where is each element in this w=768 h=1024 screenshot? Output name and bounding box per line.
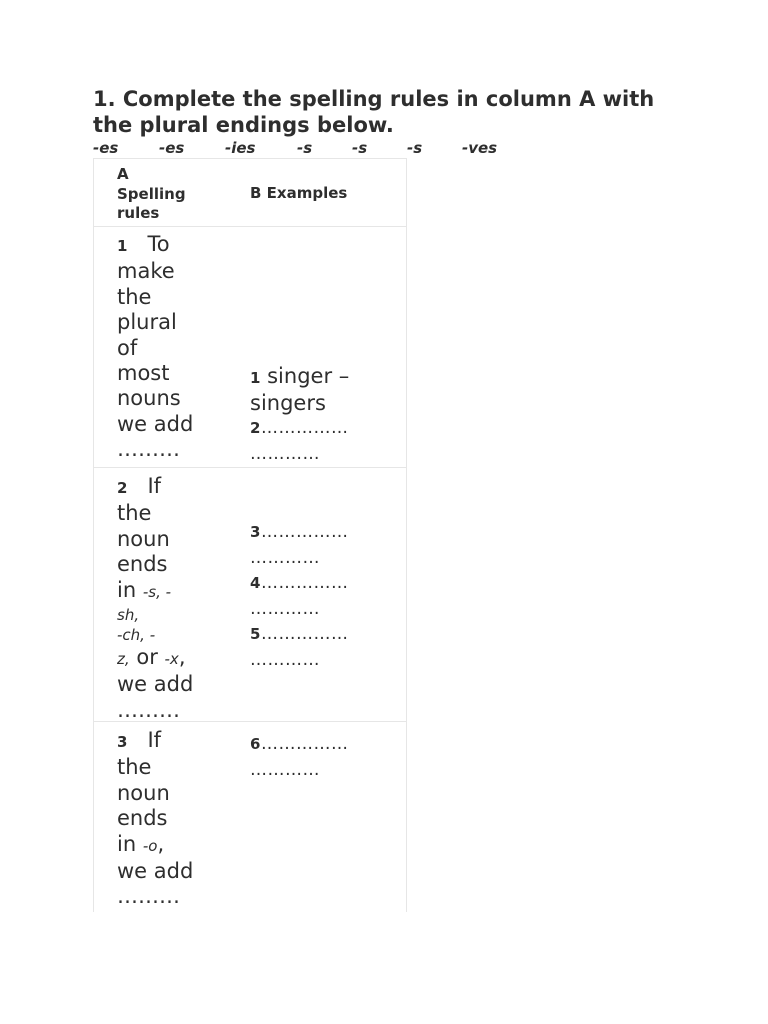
blank-dots: …………… [260,734,349,754]
rule-cell [117,232,217,463]
rule-word: of [117,335,138,360]
ending-item: -s [352,139,368,157]
rule-word: To [147,232,170,256]
ending-examples: z, [117,650,130,669]
rule-word: ends [117,552,168,577]
example-blank-continuation[interactable]: ………… [250,649,320,670]
example-number: 4 [250,574,261,592]
example-blank[interactable] [250,416,390,442]
plural-endings-list [93,139,512,157]
examples-cell [250,364,390,467]
rule-word: we add [117,672,194,697]
ending-item: -es [93,139,119,157]
answer-blank[interactable]: ……… [117,697,180,722]
rule-word: we add [117,411,194,436]
answer-blank[interactable]: ……… [117,437,180,462]
rule-number: 1 [117,237,128,255]
rule-word: noun [117,526,170,551]
rule-word: ends [117,806,168,831]
ending-item: -es [159,139,185,157]
rule-word: make [117,259,175,284]
rule-word: we add [117,859,194,884]
example-blank-continuation[interactable]: ………… [250,443,320,464]
table-header-row [94,158,407,227]
column-b-header: B Examples [250,184,348,202]
rule-word: the [117,755,152,780]
blank-dots: …………… [260,418,349,438]
example-blank-continuation[interactable]: ………… [250,759,320,780]
table-row [94,722,407,912]
rule-number: 2 [117,479,128,497]
example-line: singers [250,391,326,415]
ending-item: -ies [225,139,256,157]
rule-cell: 3 If the noun ends in -o, we add ……… [117,728,217,910]
ending-examples: sh, [117,606,140,625]
blank-dots: …………… [260,624,349,644]
answer-blank[interactable]: ……… [117,884,180,909]
example-number: 2 [250,419,261,437]
example-number: 1 [250,369,261,387]
column-a-title-line: rules [117,204,160,222]
rule-word: in [117,577,137,602]
examples-cell [250,732,390,783]
blank-dots: …………… [260,522,349,542]
example-number: 3 [250,523,261,541]
ending-examples: -s, - [142,582,172,601]
example-number: 5 [250,625,261,643]
rule-word: most [117,361,170,386]
ending-examples: -ch, - [117,626,156,645]
ending-item: -s [407,139,423,157]
rule-word: noun [117,780,170,805]
rule-word: If [147,474,162,498]
table-row [94,468,407,722]
rule-word: or [136,645,158,670]
rule-word: the [117,501,152,526]
column-a-header [117,165,217,224]
example-blank[interactable] [250,571,390,597]
column-a-letter: A [117,165,129,183]
column-a-title-line: Spelling [117,184,186,203]
ending-examples: -o [142,836,158,855]
rule-word: the [117,284,152,309]
rule-word: If [147,728,162,752]
rule-word: nouns [117,386,181,411]
blank-dots: …………… [260,573,349,593]
example-line [250,364,390,391]
examples-cell [250,520,390,673]
example-blank-continuation[interactable]: ………… [250,598,320,619]
example-blank[interactable] [250,520,390,546]
example-blank-continuation[interactable]: ………… [250,547,320,568]
rule-word: plural [117,310,177,335]
example-text: singer – [260,364,350,388]
exercise-heading: 1. Complete the spelling rules in column A with the plural endings below. [93,87,655,137]
rule-word: in [117,831,137,856]
ending-item: -s [297,139,313,157]
example-number: 6 [250,735,261,753]
example-blank[interactable] [250,732,390,758]
rule-cell: 2 If the noun ends in -s, - sh, -ch, - z, or -x, we add ……… [117,474,217,723]
table-row [94,226,407,468]
rule-number: 3 [117,733,128,751]
example-blank[interactable] [250,622,390,648]
ending-item: -ves [462,139,498,157]
ending-examples: -x [164,650,179,669]
spelling-rules-table [93,158,407,912]
